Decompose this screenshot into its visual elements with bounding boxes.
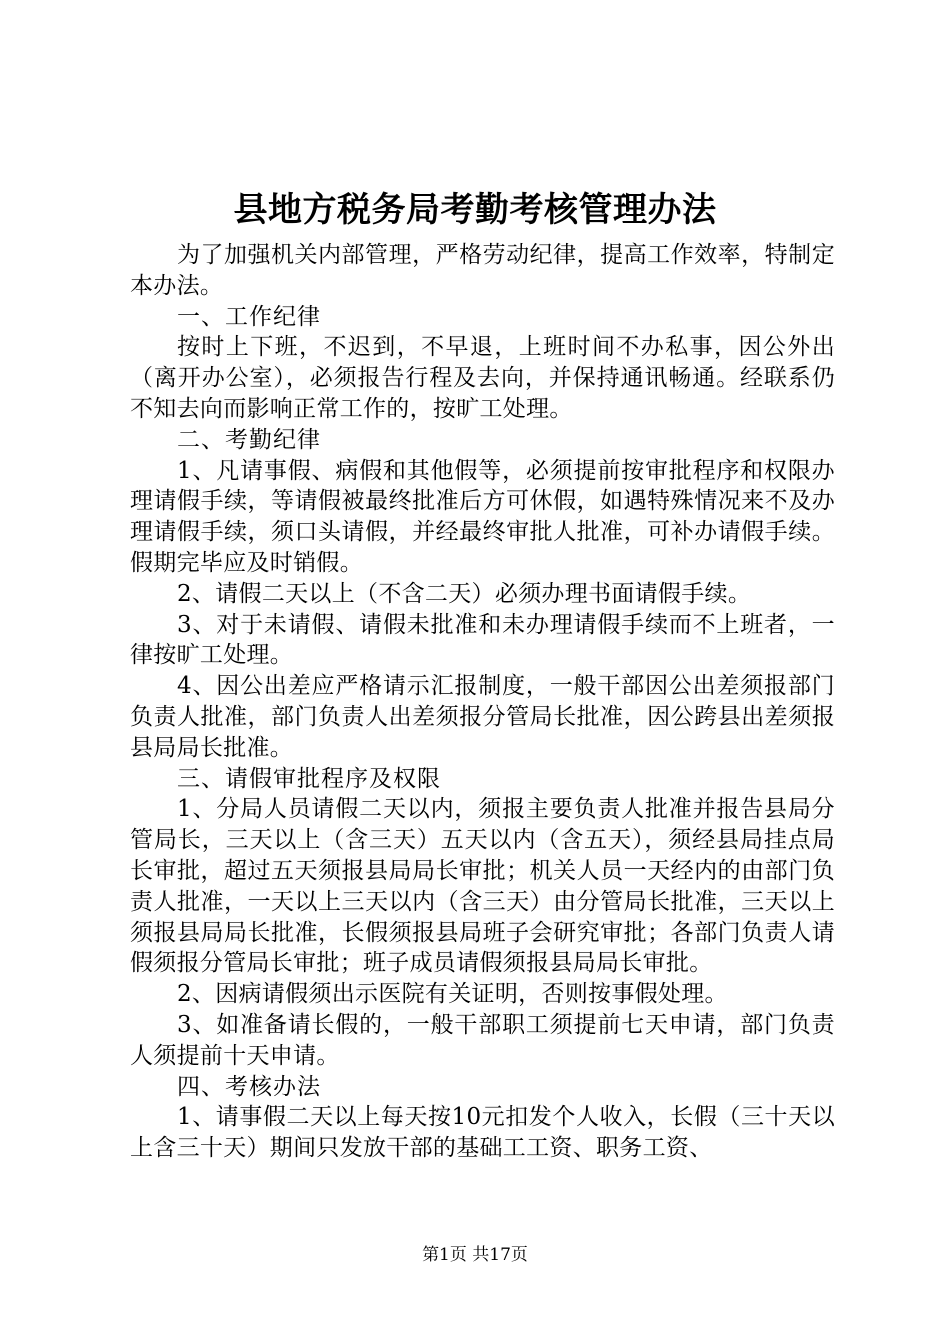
paragraph-leave-approval-2: 2、因病请假须出示医院有关证明，否则按事假处理。 — [177, 981, 728, 1008]
document-body — [130, 240, 835, 1164]
paragraph-attendance-4: 4、因公出差应严格请示汇报制度，一般干部因公出差须报部门负责人批准，部门负责人出差须报分管局长批准，因公跨县出差须报县局局长批准。 — [130, 673, 835, 761]
section-heading-leave-approval: 三、请假审批程序及权限 — [177, 765, 441, 792]
paragraph-work-discipline: 按时上下班，不迟到，不早退，上班时间不办私事，因公外出（离开办公室），必须报告行程及去向，并保持通讯畅通。经联系仍不知去向而影响正常工作的，按旷工处理。 — [130, 334, 835, 422]
paragraph-leave-approval-3: 3、如准备请长假的，一般干部职工须提前七天申请，部门负责人须提前十天申请。 — [130, 1011, 835, 1069]
section-heading-assessment: 四、考核办法 — [177, 1073, 321, 1100]
paragraph-attendance-2: 2、请假二天以上（不含二天）必须办理书面请假手续。 — [177, 580, 752, 607]
paragraph-attendance-1: 1、凡请事假、病假和其他假等，必须提前按审批程序和权限办理请假手续，等请假被最终批准后方可休假，如遇特殊情况来不及办理请假手续，须口头请假，并经最终审批人批准，可补办请假手续。假期完毕应及时销假。 — [130, 457, 835, 576]
page-number-footer: 第1页 共17页 — [422, 1245, 528, 1265]
section-heading-attendance-discipline: 二、考勤纪律 — [177, 426, 321, 453]
paragraph-intro: 为了加强机关内部管理，严格劳动纪律，提高工作效率，特制定本办法。 — [130, 242, 835, 299]
document-title: 县地方税务局考勤考核管理办法 — [233, 190, 717, 230]
paragraph-assessment-1: 1、请事假二天以上每天按10元扣发个人收入，长假（三十天以上含三十天）期间只发放干部的基础工工资、职务工资、 — [130, 1104, 835, 1162]
paragraph-leave-approval-1: 1、分局人员请假二天以内，须报主要负责人批准并报告县局分管局长，三天以上（含三天）五天以内（含五天），须经县局挂点局长审批，超过五天须报县局局长审批；机关人员一天经内的由部门负责人批准，一天以上三天以内（含三天）由分管局长批准，三天以上须报县局局长批准，长假须报县局班子会研究审批；各部门负责人请假须报分管局长审批；班子成员请假须报县局局长审批。 — [130, 796, 835, 977]
paragraph-attendance-3: 3、对于未请假、请假未批准和未办理请假手续而不上班者，一律按旷工处理。 — [130, 611, 835, 669]
section-heading-work-discipline: 一、工作纪律 — [177, 303, 321, 330]
